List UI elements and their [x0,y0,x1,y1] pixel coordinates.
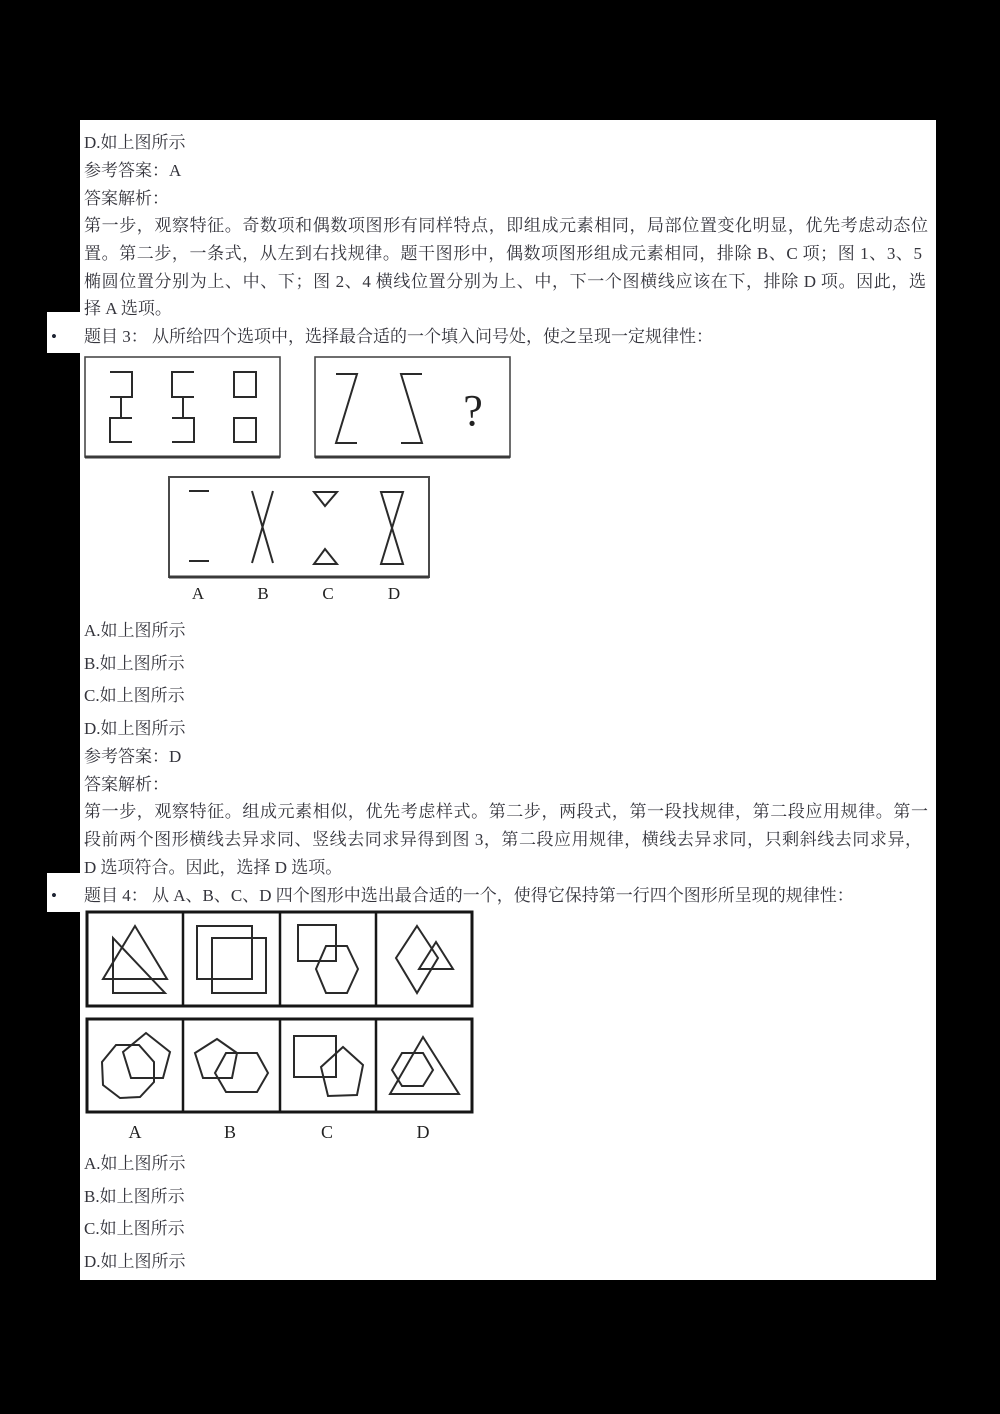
option-d: D.如上图所示 [84,719,186,738]
analysis-line: 椭圆位置分别为上、中、下；图 2、4 横线位置分别为上、中，下一个图横线应该在下，排除 D 项。因此，选 [84,272,926,291]
option-a: A.如上图所示 [84,621,186,640]
question-mark: ? [463,386,483,435]
option-b-shape [252,491,273,563]
analysis-line: 择 A 选项。 [84,299,172,318]
z-shape [336,374,357,443]
question-3-prompt: 题目 3： 从所给四个选项中，选择最合适的一个填入问号处，使之呈现一定规律性： [84,327,713,346]
mirrored-z-shape [401,374,422,443]
option-d-shape [381,492,403,564]
stem-panel-2 [315,357,510,457]
list-bullet: • [51,886,57,905]
option-label: C [320,1122,334,1142]
bracket-shape-1 [110,372,132,442]
option-b: B.如上图所示 [84,654,185,673]
option-a: A.如上图所示 [84,1154,186,1173]
option-c-shape [294,1036,363,1096]
analysis-line: D 选项符合。因此，选择 D 选项。 [84,858,343,877]
option-label: D [387,584,401,603]
option-a-shape [102,1033,170,1098]
question-3-stem-figure [84,355,514,461]
option-label: D [416,1122,430,1142]
analysis-line: 第一步，观察特征。奇数项和偶数项图形有同样特点，即组成元素相同，局部位置变化明显，优先考虑动态位 [84,216,928,235]
two-squares-shape [234,372,256,442]
diamond-triangle-shape [396,926,453,993]
option-b: B.如上图所示 [84,1187,185,1206]
reference-answer: 参考答案：D [84,747,182,766]
stem-panel-1 [85,357,280,457]
stem-row [87,912,472,1006]
option-label: A [128,1122,142,1142]
question-4-figure [84,908,476,1146]
two-triangles-shape [103,926,167,993]
option-b-shape [195,1039,268,1092]
question-3-options-figure [166,474,432,606]
option-label: B [223,1122,237,1142]
option-d-shape [390,1037,459,1094]
square-hexagon-shape [298,925,358,993]
question-4-prompt: 题目 4： 从 A、B、C、D 四个图形中选出最合适的一个，使得它保持第一行四个图形所呈现的规律性： [84,886,854,905]
option-label: A [191,584,205,603]
list-bullet: • [51,327,57,346]
reference-answer: 参考答案：A [84,161,182,180]
option-c-shape [314,492,337,564]
option-c: C.如上图所示 [84,686,185,705]
option-c: C.如上图所示 [84,1219,185,1238]
analysis-line: 置。第二步，一条式，从左到右找规律。题干图形中，偶数项图形组成元素相同，排除 B、C 项；图 1、3、5 [84,244,922,263]
option-a-shape [189,491,209,561]
option-d: D.如上图所示 [84,1252,186,1271]
analysis-line: 段前两个图形横线去异求同、竖线去同求异得到图 3，第二段应用规律，横线去异求同，只剩斜线去同求异， [84,830,922,849]
option-label: B [257,584,269,603]
options-row [87,1019,472,1112]
analysis-label: 答案解析： [84,775,169,794]
option-label: C [322,584,334,603]
option-d: D.如上图所示 [84,133,186,152]
analysis-label: 答案解析： [84,189,169,208]
analysis-line: 第一步，观察特征。组成元素相似，优先考虑样式。第二步，两段式，第一段找规律，第二段应用规律。第一 [84,802,928,821]
two-squares-shape [197,926,266,993]
bracket-shape-2 [172,372,194,442]
